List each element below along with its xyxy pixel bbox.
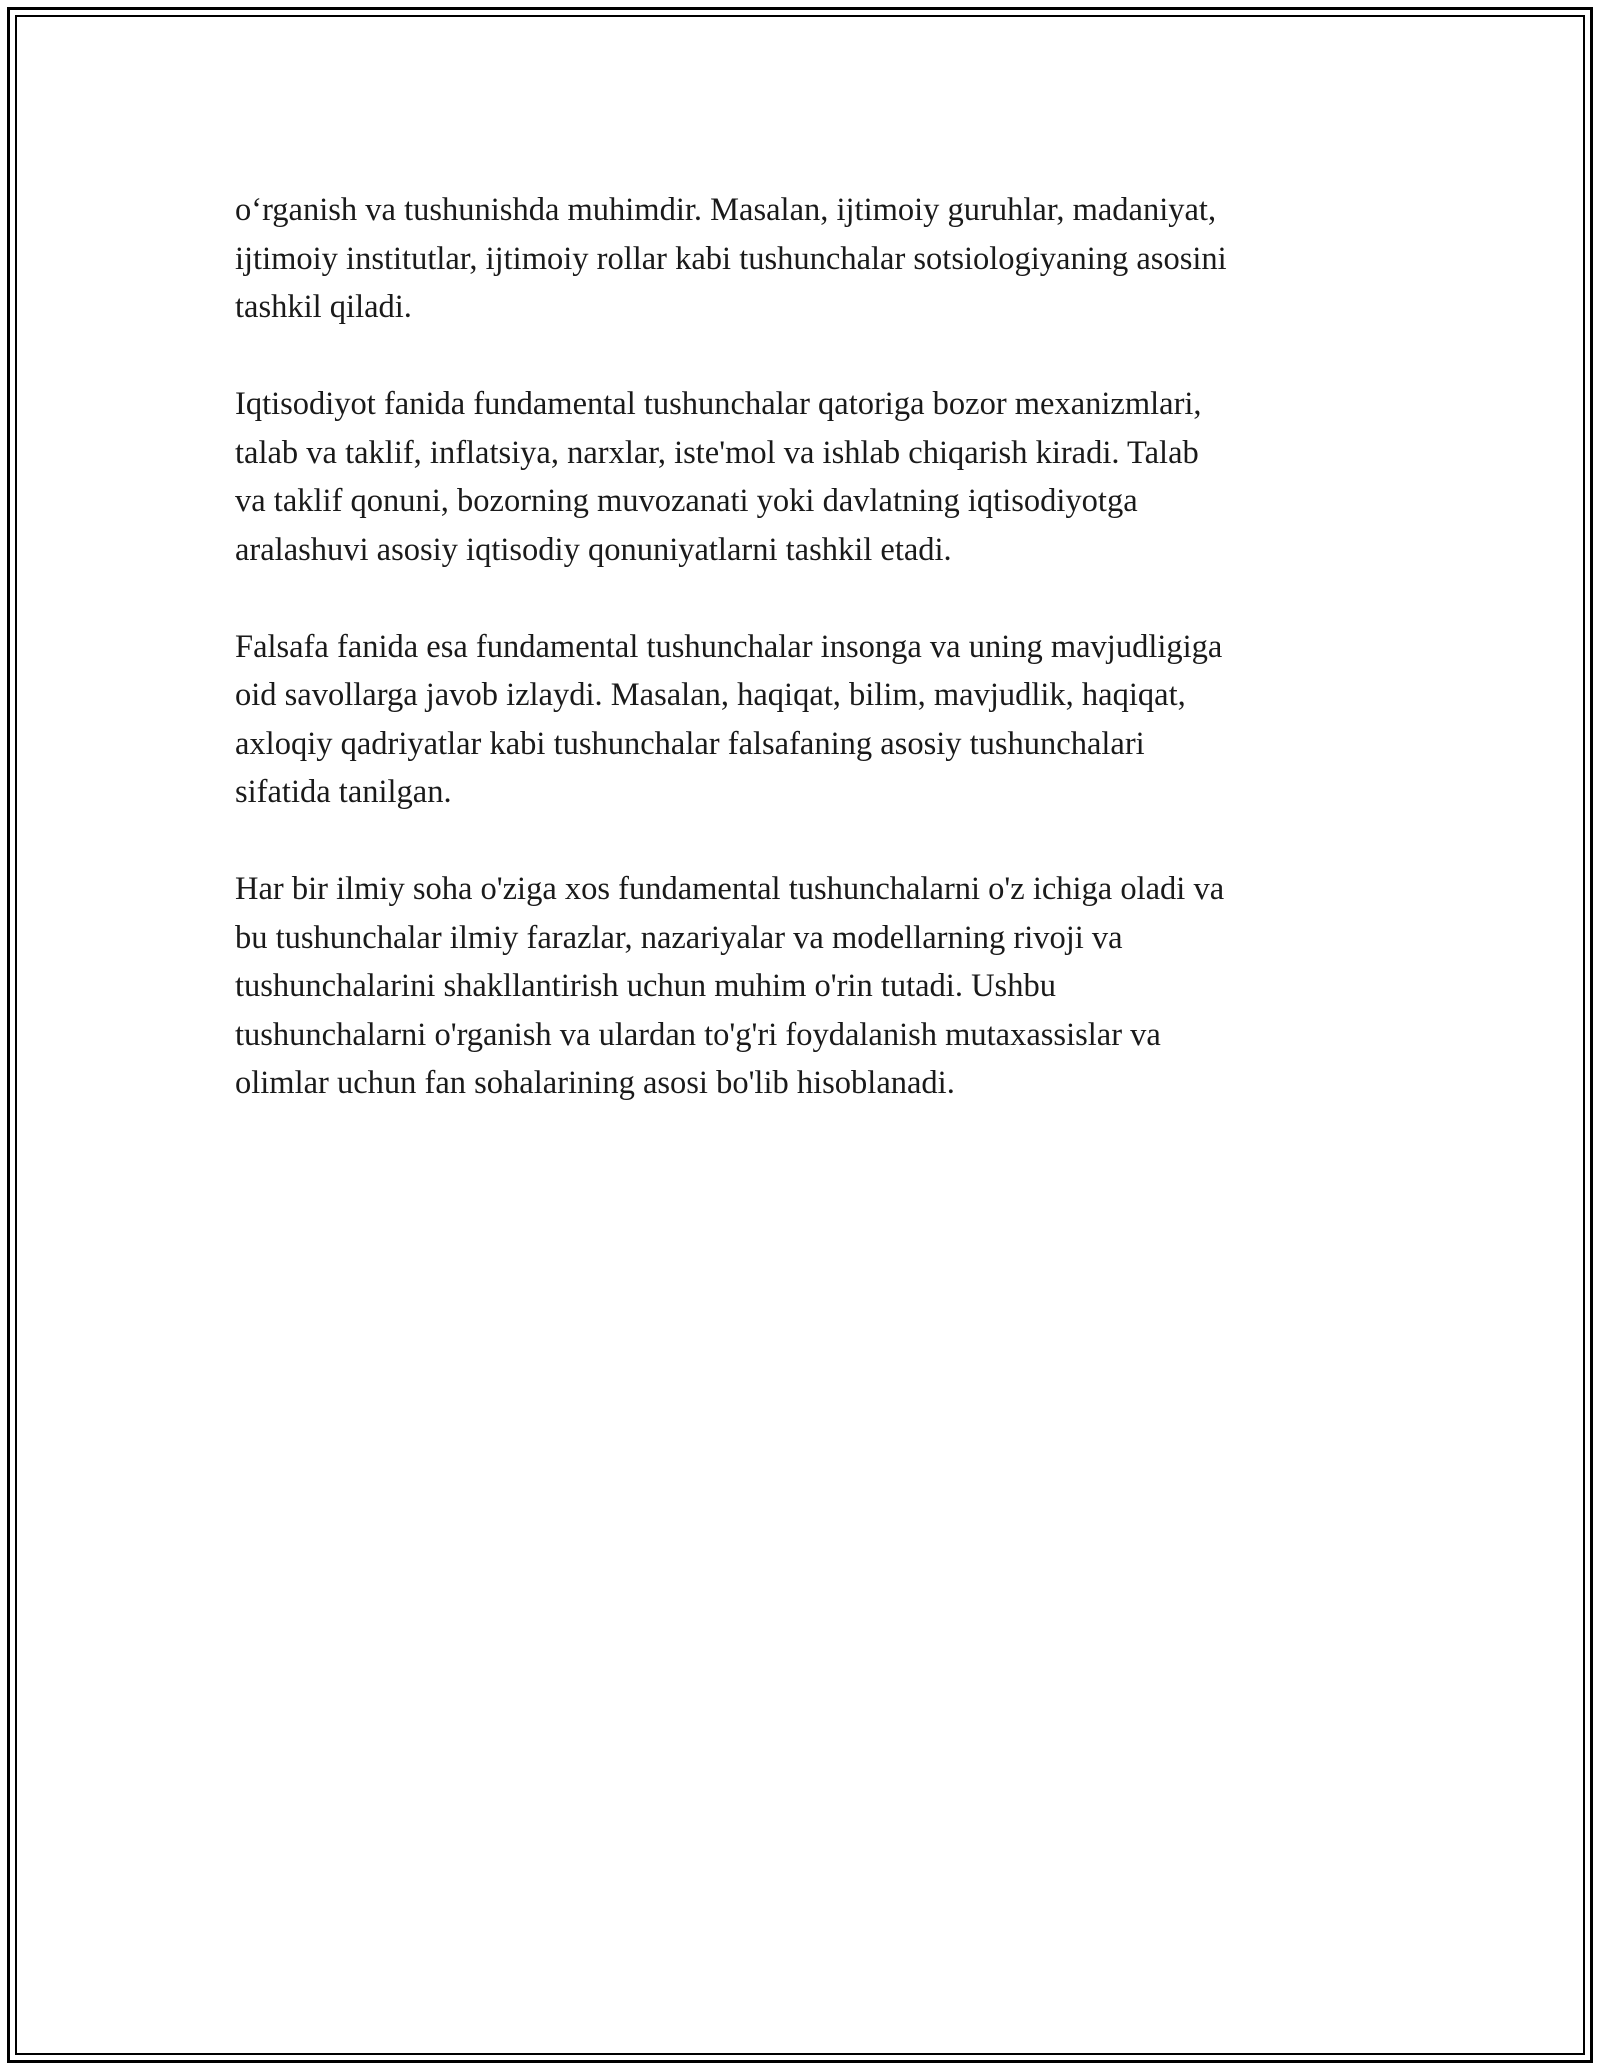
document-body bbox=[235, 186, 1375, 1156]
paragraph-economics: Iqtisodiyot fanida fundamental tushunchalar qatoriga bozor mexanizmlari, talab va taklif, inflatsiya, narxlar, iste'mol va ishlab chiqarish kiradi. Talab va taklif qonuni, bozorning muvozanati yoki davlatning iqtisodiyotga aralashuvi asosiy iqtisodiy qonuniyatlarni tashkil etadi. bbox=[235, 386, 1202, 568]
paragraph-sociology: o‘rganish va tushunishda muhimdir. Masalan, ijtimoiy guruhlar, madaniyat, ijtimoiy institutlar, ijtimoiy rollar kabi tushunchalar sotsiologiyaning asosini tashkil qiladi. bbox=[235, 192, 1227, 325]
paragraph-philosophy: Falsafa fanida esa fundamental tushunchalar insonga va uning mavjudligiga oid savollarga javob izlaydi. Masalan, haqiqat, bilim, mavjudlik, haqiqat, axloqiy qadriyatlar kabi tushunchalar falsafaning asosiy tushunchalari sifatida tanilgan. bbox=[235, 628, 1223, 810]
paragraph-conclusion: Har bir ilmiy soha o'ziga xos fundamental tushunchalarni o'z ichiga oladi va bu tushunchalar ilmiy farazlar, nazariyalar va modellarning rivoji va tushunchalarini shakllantirish uchun muhim o'rin tutadi. Ushbu tushunchalarni o'rganish va ulardan to'g'ri foydalanish mutaxassislar va olimlar uchun fan sohalarining asosi bo'lib hisoblanadi. bbox=[235, 871, 1225, 1101]
